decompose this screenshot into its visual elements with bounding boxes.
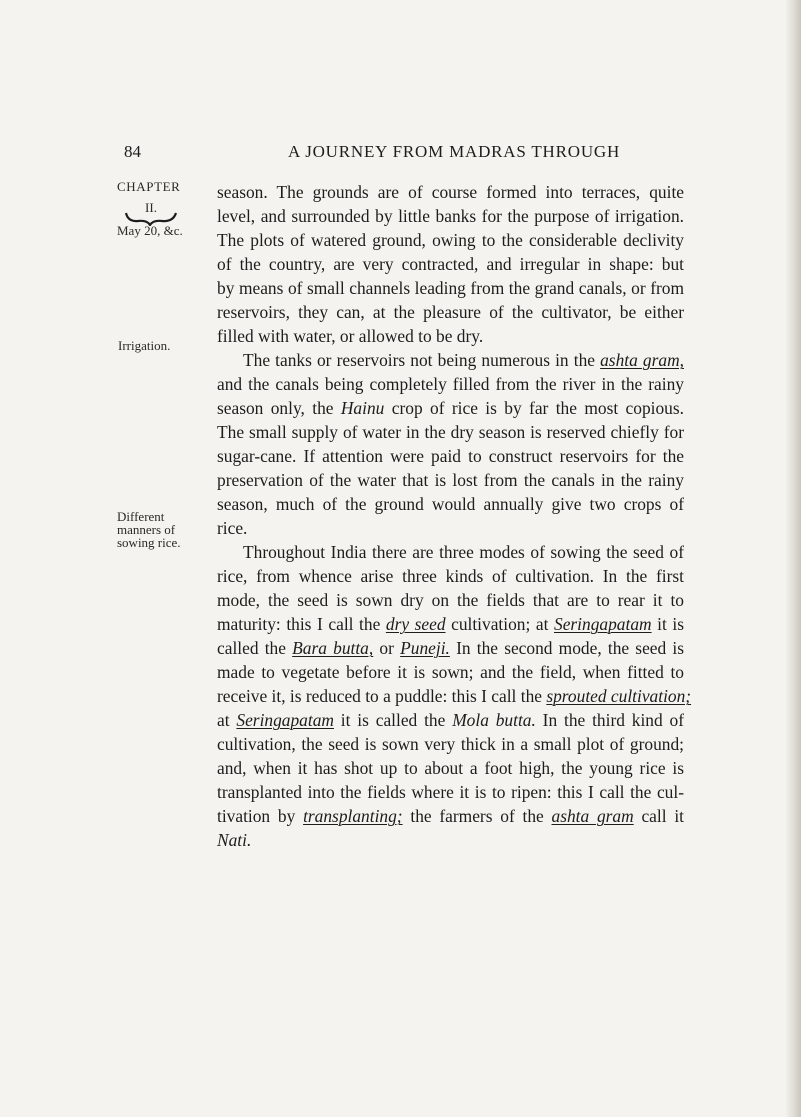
text-line: season. The grounds are of course formed into terraces, quite xyxy=(217,182,684,202)
text-line: level, and surrounded by little banks for the purpose of irrigation. xyxy=(217,206,684,226)
text-line: of the country, are very contracted, and irregular in shape: but xyxy=(217,254,684,274)
margin-note-line: manners of xyxy=(117,522,176,537)
text-run: cultivation; at xyxy=(445,614,554,634)
italic-term: Mola butta. xyxy=(452,710,536,730)
text-line: transplanted into the fields where it is to ripen: this I call the cul- xyxy=(217,782,684,802)
text-run: at xyxy=(217,710,237,730)
running-head: A JOURNEY FROM MADRAS THROUGH xyxy=(288,142,621,161)
text-run: it is called the xyxy=(333,710,453,730)
text-line xyxy=(217,638,684,658)
text-line: rice, from whence arise three kinds of cultivation. In the first xyxy=(217,566,684,586)
italic-term: Bara butta, xyxy=(292,638,374,658)
italic-term: ashta gram, xyxy=(600,350,684,370)
text-run: crop of rice is by far the most copious. xyxy=(384,398,684,418)
margin-chapter-number: II. xyxy=(145,200,157,215)
text-run: it is xyxy=(651,614,684,634)
text-line: season, much of the ground would annually give two crops of xyxy=(217,494,684,514)
text-line: preservation of the water that is lost from the canals in the rainy xyxy=(217,470,684,490)
margin-note-irrigation: Irrigation. xyxy=(118,338,171,353)
text-run: The tanks or reservoirs not being numerous in the xyxy=(243,350,601,370)
text-line xyxy=(217,614,684,634)
italic-term: Nati. xyxy=(217,830,252,850)
italic-term: ashta gram xyxy=(551,806,634,826)
text-line: The small supply of water in the dry season is reserved chiefly for xyxy=(217,422,684,442)
text-line xyxy=(217,398,684,418)
italic-term: Seringapatam xyxy=(236,710,334,730)
text-line xyxy=(217,830,684,850)
text-line: filled with water, or allowed to be dry. xyxy=(217,326,484,346)
margin-date: May 20, &c. xyxy=(117,223,183,238)
text-line: The plots of watered ground, owing to the considerable declivity xyxy=(217,230,684,250)
text-line: by means of small channels leading from the grand canals, or from xyxy=(217,278,684,298)
italic-term: Hainu xyxy=(340,398,385,418)
italic-term: Puneji. xyxy=(400,638,450,658)
text-line: and the canals being completely filled from the river in the rainy xyxy=(217,374,684,394)
text-line xyxy=(217,686,692,706)
text-line xyxy=(217,710,684,730)
text-run: the farmers of the xyxy=(402,806,552,826)
margin-chapter-label: CHAPTER xyxy=(117,179,181,194)
text-run: maturity: this I call the xyxy=(217,614,386,634)
text-run: season only, the xyxy=(217,398,341,418)
text-line: made to vegetate before it is sown; and the field, when fitted to xyxy=(217,662,684,682)
page-number: 84 xyxy=(124,142,141,161)
text-line xyxy=(217,806,684,826)
text-run: In the second mode, the seed is xyxy=(449,638,684,658)
text-line: Throughout India there are three modes of sowing the seed of xyxy=(243,542,684,562)
italic-term: sprouted cultivation; xyxy=(546,686,692,706)
page-header xyxy=(0,142,801,168)
italic-term: Seringapatam xyxy=(554,614,652,634)
text-line: and, when it has shot up to about a foot high, the young rice is xyxy=(217,758,684,778)
italic-term: transplanting; xyxy=(303,806,403,826)
text-line xyxy=(243,350,684,370)
text-line: rice. xyxy=(217,518,248,538)
text-run: receive it, is reduced to a puddle: this I call the xyxy=(217,686,547,706)
italic-term: dry seed xyxy=(385,614,446,634)
text-run: tivation by xyxy=(217,806,304,826)
text-line: reservoirs, they can, at the pleasure of the cultivator, be either xyxy=(217,302,684,322)
margin-note-line: sowing rice. xyxy=(117,535,181,550)
text-run: call it xyxy=(633,806,684,826)
text-line: mode, the seed is sown dry on the fields that are to rear it to xyxy=(217,590,684,610)
text-run: called the xyxy=(217,638,293,658)
text-line: sugar-cane. If attention were paid to construct reservoirs for the xyxy=(217,446,684,466)
margin-note-sowing xyxy=(117,510,207,549)
text-run: In the third kind of xyxy=(535,710,685,730)
text-run: or xyxy=(373,638,401,658)
margin-note-line: Different xyxy=(117,509,165,524)
text-line: cultivation, the seed is sown very thick in a small plot of ground; xyxy=(217,734,684,754)
